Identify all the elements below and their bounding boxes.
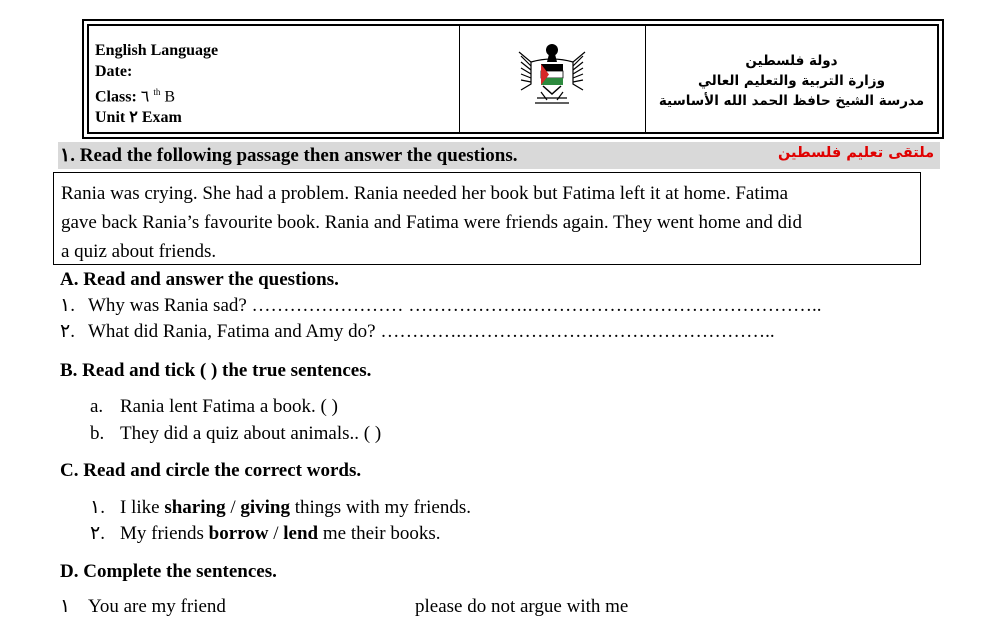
header-table [87,24,939,134]
tick-item: a. Rania lent Fatima a book. ( ) [90,396,338,417]
school-name: مدرسة الشيخ حافظ الحمد الله الأساسية [658,93,925,109]
forum-watermark-text: ملتقى تعليم فلسطين [778,145,935,161]
passage-line: Rania was crying. She had a problem. Rania needed her book but Fatima left it at home. Fatima [61,183,789,204]
tick-item: b. They did a quiz about animals.. ( ) [90,423,382,444]
subject-label: English Language [95,42,219,59]
date-label: Date: [95,63,133,80]
state-name: دولة فلسطين [745,53,838,69]
unit-label: Unit ٢ Exam [95,109,182,127]
section-b-title: B. Read and tick ( ) the true sentences. [60,360,372,381]
section-d-title: D. Complete the sentences. [60,561,277,582]
header-left-cell [89,26,460,132]
reading-passage-box [53,172,921,265]
question-1-title: ١. Read the following passage then answer the questions. [60,145,518,166]
section-a-title: A. Read and answer the questions. [60,269,339,290]
header-emblem-cell [460,26,646,132]
passage-line: a quiz about friends. [61,241,217,262]
complete-item-part2: please do not argue with me [415,596,629,617]
question-item: ١. Why was Rania sad? …………………… ……………….……………………………………….. [60,295,822,316]
question-item: ٢. What did Rania, Fatima and Amy do? ………….………………………………………….. [60,321,775,342]
section-c-title: C. Read and circle the correct words. [60,460,362,481]
complete-item: ١ You are my friend [60,596,226,617]
circle-item: ١. I like sharing / giving things with my friends. [90,497,472,518]
palestine-eagle-emblem-icon [517,40,587,110]
passage-line: gave back Rania’s favourite book. Rania and Fatima were friends again. They went home and did [61,212,802,233]
header-right-cell [646,26,937,132]
ministry-name: وزارة التربية والتعليم العالي [698,73,885,89]
class-label: Class: ٦ $^{th}$ B [95,87,176,106]
circle-item: ٢. My friends borrow / lend me their books. [90,523,441,544]
